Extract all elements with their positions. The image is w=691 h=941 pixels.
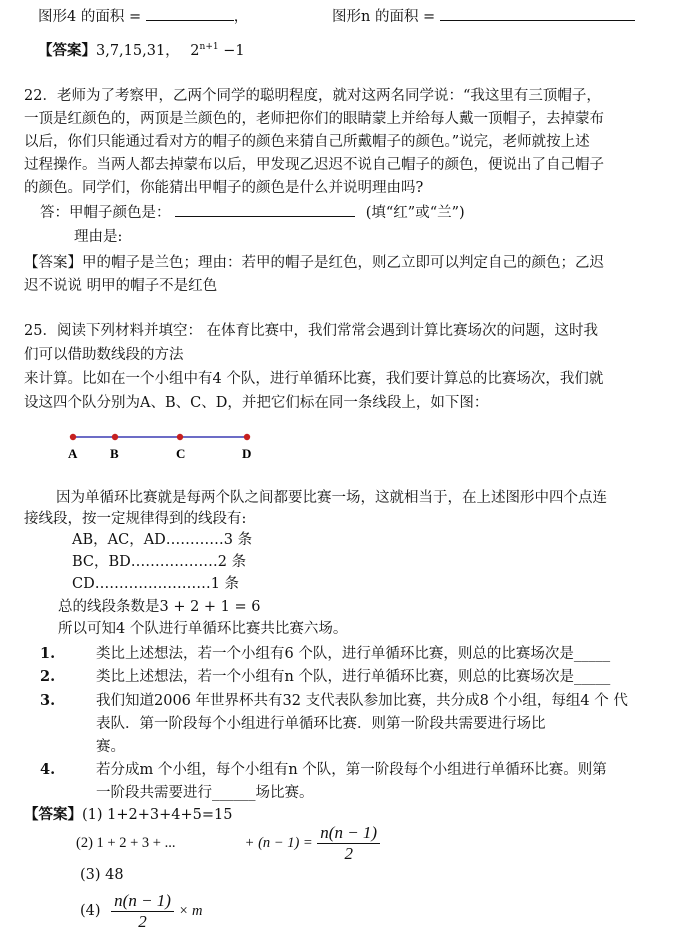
- ans4-frac-den: 2: [138, 911, 147, 931]
- q22-line-1: 一顶是红颜色的，两顶是兰颜色的，老师把你们的眼睛蒙上并给每人戴一顶帽子，去掉蒙布: [24, 111, 604, 127]
- q22-answer-hint: (填“红”或“兰”): [365, 205, 465, 221]
- q22-solution-0: 【答案】甲的帽子是兰色；理由：若甲的帽子是红色，则乙立即可以判定自己的颜色；乙迟: [24, 255, 604, 271]
- item-4-line-1: 一阶段共需要进行______场比赛。: [96, 785, 314, 801]
- answer-formula: $2^{n+1} -1$: [190, 42, 245, 59]
- ans2-frac-den: 2: [344, 843, 353, 863]
- item-2-number: 2.: [40, 668, 56, 685]
- area4-line: [38, 6, 248, 28]
- item-3-line-1: 表队．第一阶段每个小组进行单循环比赛．则第一阶段共需要进行场比: [96, 716, 546, 732]
- area4-label: 图形4 的面积 =: [38, 9, 142, 25]
- q25-intro-2: 来计算。比如在一个小组中有4 个队，进行单循环比赛，我们要计算总的比赛场次，我们就: [24, 371, 604, 387]
- point-a: [70, 434, 76, 440]
- item-4-number: 4.: [40, 761, 56, 778]
- label-a: A: [68, 446, 78, 461]
- q22-reason-label: 理由是:: [74, 229, 123, 245]
- label-b: B: [110, 446, 119, 461]
- area4-blank[interactable]: [146, 6, 234, 21]
- q25-intro-3: 设这四个队分别为A、B、C、D，并把它们标在同一条线段上，如下图：: [24, 395, 489, 411]
- q22-answer-line: [40, 202, 465, 224]
- point-b: [112, 434, 118, 440]
- ans2-prefix: (2) 1 + 2 + 3 + ...: [76, 835, 176, 851]
- arean-label: 图形n 的面积 =: [332, 9, 436, 25]
- area4-tail: ，: [233, 9, 249, 25]
- ans2-mid: + (n − 1) =: [244, 835, 313, 851]
- segment-diagram: [60, 428, 270, 466]
- item-3-number: 3.: [40, 692, 56, 709]
- ans1: (1) 1+2+3+4+5=15: [82, 807, 233, 823]
- q22-solution-1: 迟不说说 明甲的帽子不是红色: [24, 278, 218, 294]
- q25-explain-1: 接线段，按一定规律得到的线段有:: [24, 511, 247, 527]
- q25-explain-0: 因为单循环比赛就是每两个队之间都要比赛一场，这就相当于，在上述图形中四个点连: [56, 490, 607, 506]
- item-1-line-0: 类比上述想法，若一个小组有6 个队，进行单循环比赛，则总的比赛场次是_____: [96, 646, 611, 662]
- answer-text: 3,7,15,31，: [96, 42, 180, 59]
- q22-color-blank[interactable]: [175, 202, 355, 217]
- total-line: 总的线段条数是3 + 2 + 1 = 6: [58, 599, 261, 615]
- item-3-line-0: 我们知道2006 年世界杯共有32 支代表队参加比赛，共分成8 个小组，每组4 个 代: [96, 693, 628, 709]
- ans2-frac-num: n(n − 1): [317, 823, 380, 844]
- q22-answer-prompt: 答：甲帽子颜色是：: [40, 205, 171, 221]
- top-answer: [38, 36, 245, 62]
- item-3-line-2: 赛。: [96, 739, 125, 755]
- q22-line-3: 过程操作。当两人都去掉蒙布以后，甲发现乙迟迟不说自己帽子的颜色，便说出了自己帽子: [24, 157, 604, 173]
- answer-label: 【答案】: [38, 41, 96, 59]
- q22-line-4: 的颜色。同学们，你能猜出甲帽子的颜色是什么并说明理由吗?: [24, 180, 424, 196]
- q25-answer-label: 【答案】: [24, 806, 82, 823]
- arean-line: [332, 6, 635, 28]
- q25-intro-1: 们可以借助数线段的方法: [24, 347, 184, 363]
- ans4-fraction: [111, 891, 174, 932]
- q22-line-2: 以后，你们只能通过看对方的帽子的颜色来猜自己所戴帽子的颜色。”说完，老师就按上述: [24, 134, 590, 150]
- segment-row-0: AB，AC，AD…………3 条: [72, 532, 253, 548]
- q25-answer-4: [80, 890, 202, 932]
- point-c: [177, 434, 183, 440]
- item-4-line-0: 若分成m 个小组，每个小组有n 个队，第一阶段每个小组进行单循环比赛。则第: [96, 762, 607, 778]
- segment-row-1: BC，BD………………2 条: [72, 554, 247, 570]
- item-1-number: 1.: [40, 645, 56, 662]
- label-d: D: [242, 446, 252, 461]
- label-c: C: [176, 446, 186, 461]
- q25-answer-3: (3) 48: [80, 867, 124, 883]
- q25-answer-2: [76, 822, 380, 864]
- segment-row-2: CD……………………1 条: [72, 576, 240, 592]
- conclusion-line: 所以可知4 个队进行单循环比赛共比赛六场。: [58, 621, 348, 637]
- point-d: [244, 434, 250, 440]
- item-2-line-0: 类比上述想法，若一个小组有n 个队，进行单循环比赛，则总的比赛场次是_____: [96, 669, 611, 685]
- ans4-suffix: × m: [178, 903, 203, 919]
- arean-blank[interactable]: [440, 6, 635, 21]
- ans4-frac-num: n(n − 1): [111, 891, 174, 912]
- q25-intro-0: 25．阅读下列材料并填空： 在体育比赛中，我们常常会遇到计算比赛场次的问题，这时我: [24, 323, 599, 339]
- q22-line-0: 22．老师为了考察甲，乙两个同学的聪明程度，就对这两名同学说：“我这里有三顶帽子，: [24, 88, 601, 104]
- ans4-prefix: (4): [80, 903, 101, 919]
- ans2-fraction: [317, 823, 380, 864]
